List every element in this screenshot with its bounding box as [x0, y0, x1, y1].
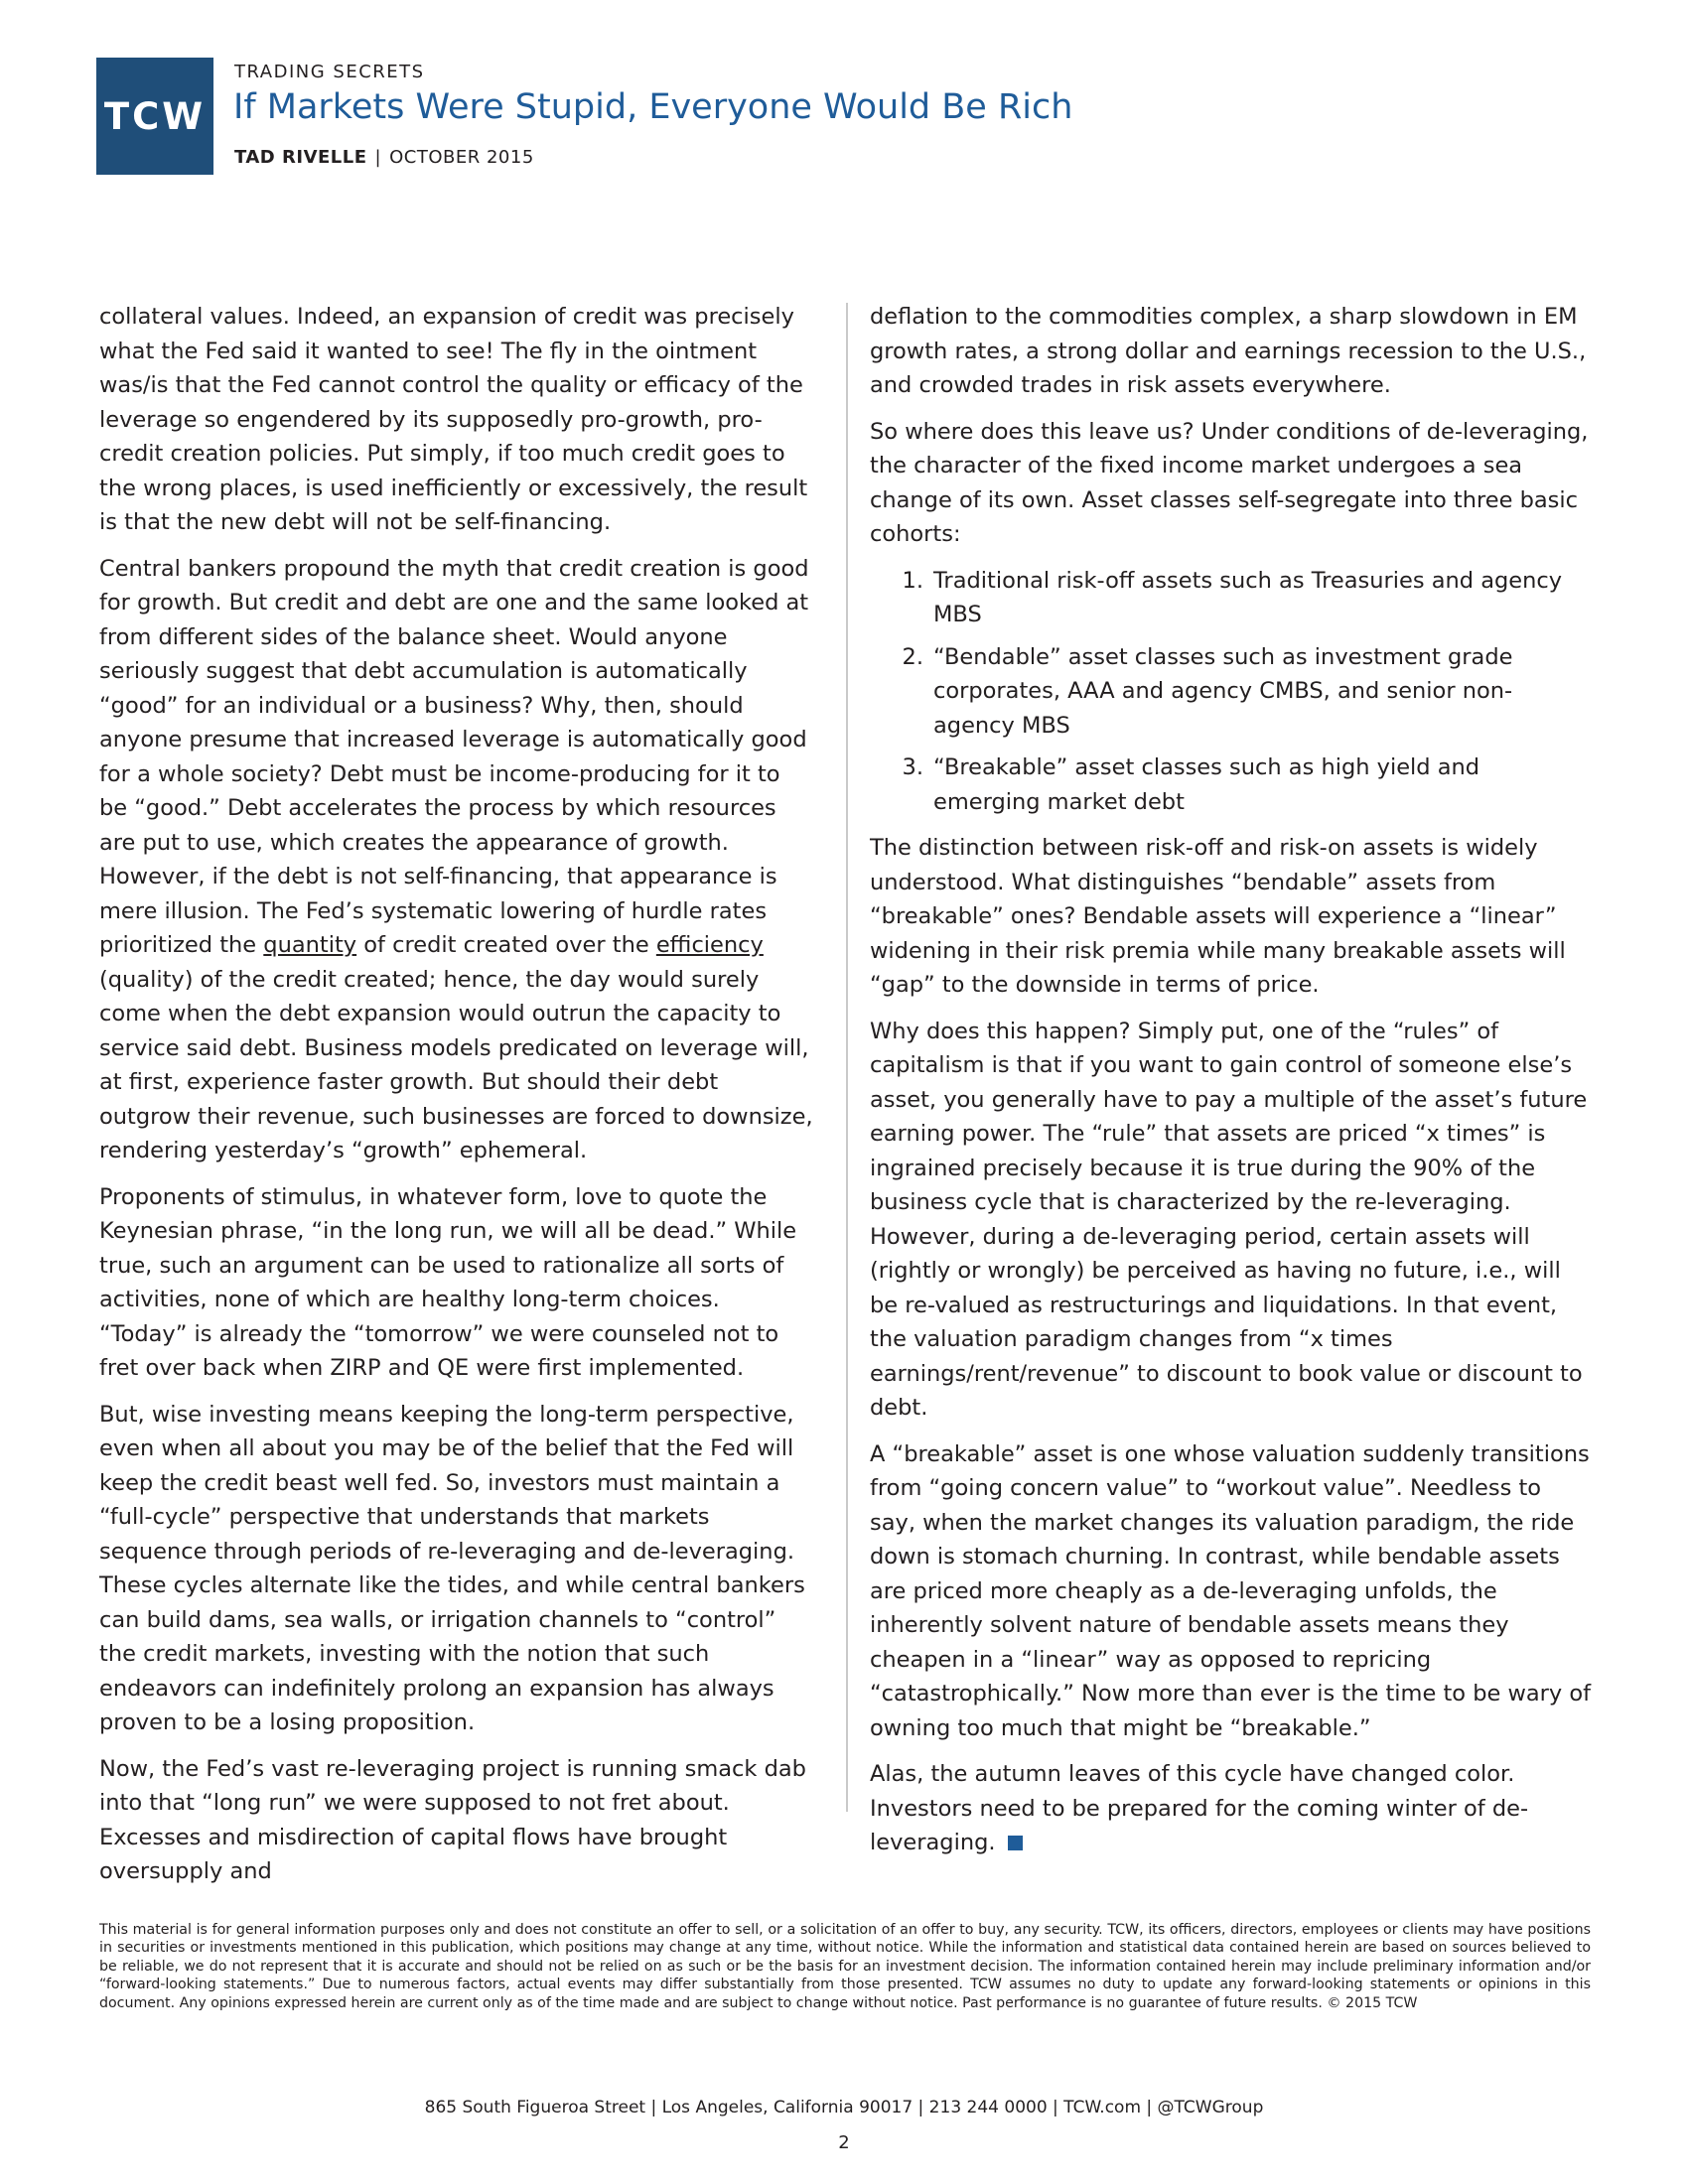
list-text: “Bendable” asset classes such as investment grade corporates, AAA and agency CMBS, and senior non-agency MBS [933, 643, 1513, 739]
publication-date: OCTOBER 2015 [389, 147, 534, 168]
column-divider [846, 303, 848, 1812]
paragraph: collateral values. Indeed, an expansion of credit was precisely what the Fed said it wanted to see! The fly in the ointment was/is that the Fed cannot control the quality or efficacy of the leverage so engendered by its supposedly pro-growth, pro-credit creation policies. Put simply, if too much credit goes to the wrong places, is used inefficiently or excessively, the result is that the new debt will not be self-financing. [99, 304, 808, 535]
cohort-list [870, 564, 1593, 820]
disclaimer: This material is for general information purposes only and does not constitute an offer to sell, or a solicitation of an offer to buy, any security. TCW, its officers, directors, employees or clients may have positions in securities or investments mentioned in this publication, which positions may change at any time, without notice. While the information and statistical data contained herein are based on sources believed to be reliable, we do not represent that it is accurate and should not be relied on as such or be the basis for an investment decision. The information contained herein may include preliminary information and/or “forward-looking statements.” Due to numerous factors, actual events may differ substantially from those presented. TCW assumes no duty to update any forward-looking statements or opinions in this document. Any opinions expressed herein are current only as of the time made and are subject to change without notice. Past performance is no guarantee of future results. © 2015 TCW [99, 1922, 1591, 2011]
tcw-logo [96, 58, 213, 175]
page-number: 2 [838, 2132, 850, 2153]
paragraph: deflation to the commodities complex, a sharp slowdown in EM growth rates, a strong dollar and earnings recession to the U.S., and crowded trades in risk assets everywhere. [870, 304, 1587, 398]
paragraph: So where does this leave us? Under conditions of de-leveraging, the character of the fixed income market undergoes a sea change of its own. Asset classes self-segregate into three basic cohorts: [870, 418, 1589, 547]
paragraph: The distinction between risk-off and risk-on assets is widely understood. What distinguishes “bendable” assets from “breakable” ones? Bendable assets will experience a “linear” widening in their risk premia while many breakable assets will “gap” to the downside in terms of price. [870, 835, 1566, 998]
paragraph: Proponents of stimulus, in whatever form, love to quote the Keynesian phrase, “in the long run, we will all be dead.” While true, such an argument can be used to rationalize all sorts of activities, none of which are healthy long-term choices. “Today” is already the “tomorrow” we were counseled not to fret over back when ZIRP and QE were first implemented. [99, 1183, 797, 1381]
author-name: TAD RIVELLE [234, 147, 367, 168]
list-text: Traditional risk-off assets such as Treasuries and agency MBS [933, 567, 1563, 627]
paragraph-text: Central bankers propound the myth that credit creation is good for growth. But credit and debt are one and the same looked at from different sides of the balance sheet. Would anyone seriously suggest that debt accumulation is automatically “good” for an individual or a business? Why, then, should anyone presume that increased leverage is automatically good for a whole society? Debt must be income-producing for it to be “good.” Debt accelerates the process by which resources are put to use, which creates the appearance of growth. However, if the debt is not self-financing, that appearance is mere illusion. The Fed’s systematic lowering of hurdle rates prioritized the [99, 555, 809, 958]
paragraph-text: of credit created over the [356, 932, 656, 958]
paragraph-text: (quality) of the credit created; hence, the day would surely come when the debt expansion would outrun the capacity to service said debt. Business models predicated on leverage will, at first, experience faster growth. But should their debt outgrow their revenue, such businesses are forced to downsize, rendering yesterday’s “growth” ephemeral. [99, 966, 813, 1163]
footer-contact: 865 South Figueroa Street | Los Angeles, California 90017 | 213 244 0000 | TCW.com | @TCWGroup [424, 2098, 1264, 2117]
paragraph: A “breakable” asset is one whose valuation suddenly transitions from “going concern value” to “workout value”. Needless to say, when the market changes its valuation paradigm, the ride down is stomach churning. In contrast, while bendable assets are priced more cheaply as a de-leveraging unfolds, the inherently solvent nature of bendable assets means they cheapen in a “linear” way as opposed to repricing “catastrophically.” Now more than ever is the time to be wary of owning too much that might be “breakable.” [870, 1440, 1592, 1741]
list-item [870, 751, 1593, 819]
list-text: “Breakable” asset classes such as high yield and emerging market debt [933, 754, 1480, 815]
underlined-term-efficiency: efficiency [655, 932, 764, 958]
right-column [870, 300, 1593, 1872]
list-number: 2. [902, 643, 923, 670]
byline [234, 147, 534, 168]
list-item [870, 564, 1593, 632]
paragraph: But, wise investing means keeping the long-term perspective, even when all about you may be of the belief that the Fed will keep the credit beast well fed. So, investors must maintain a “full-cycle” perspective that understands that markets sequence through periods of re-leveraging and de-leveraging. These cycles alternate like the tides, and while central bankers can build dams, sea walls, or irrigation channels to “control” the credit markets, investing with the notion that such endeavors can indefinitely prolong an expansion has always proven to be a losing proposition. [99, 1401, 805, 1735]
left-column [99, 300, 814, 1901]
end-mark-icon [1008, 1836, 1023, 1850]
list-number: 1. [902, 567, 923, 594]
list-item [870, 640, 1593, 744]
series-label: TRADING SECRETS [234, 62, 425, 82]
paragraph: Why does this happen? Simply put, one of the “rules” of capitalism is that if you want to gain control of someone else’s asset, you generally have to pay a multiple of the asset’s future earning power. The “rule” that assets are priced “x times” is ingrained precisely because it is true during the 90% of the business cycle that is characterized by the re-leveraging. However, during a de-leveraging period, certain assets will (rightly or wrongly) be perceived as having no future, i.e., will be re-valued as restructurings and liquidations. In that event, the valuation paradigm changes from “x times earnings/rent/revenue” to discount to book value or discount to debt. [870, 1018, 1588, 1421]
closing-paragraph [870, 1757, 1593, 1860]
page-title: If Markets Were Stupid, Everyone Would Be Rich [233, 87, 1073, 127]
paragraph-text: Alas, the autumn leaves of this cycle have changed color. Investors need to be prepared for the coming winter of de-leveraging. [870, 1761, 1529, 1855]
logo-text: TCW [103, 94, 207, 138]
byline-separator: | [374, 147, 382, 168]
list-number: 3. [902, 754, 923, 780]
paragraph: Now, the Fed’s vast re-leveraging project is running smack dab into that “long run” we were supposed to not fret about. Excesses and misdirection of capital flows have brought oversupply and [99, 1755, 806, 1884]
paragraph [99, 552, 814, 1168]
underlined-term-quantity: quantity [263, 932, 357, 958]
